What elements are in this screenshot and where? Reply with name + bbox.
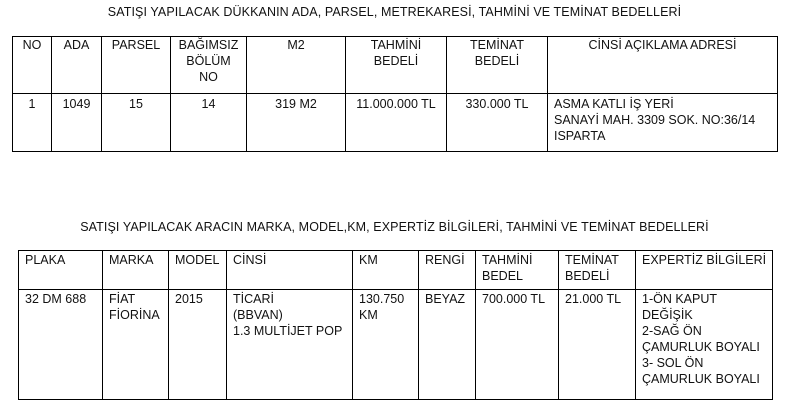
- vehicle-table: [18, 250, 773, 400]
- header-expertiz-bilgileri: EXPERTİZ BİLGİLERİ: [636, 251, 773, 290]
- cell-expertiz: 1-ÖN KAPUT DEĞİŞİK 2-SAĞ ÖN ÇAMURLUK BOYALI 3- SOL ÖN ÇAMURLUK BOYALI: [636, 290, 773, 400]
- shop-table: [12, 36, 778, 152]
- cell-cinsi: TİCARİ (BBVAN) 1.3 MULTİJET POP: [227, 290, 353, 400]
- header-km: KM: [353, 251, 419, 290]
- cell-ada: 1049: [52, 94, 102, 152]
- header-bagimsiz-bolum-no: BAĞIMSIZ BÖLÜM NO: [171, 37, 247, 94]
- cell-marka: FİAT FİORİNA: [103, 290, 169, 400]
- header-cinsi-aciklama-adresi: CİNSİ AÇIKLAMA ADRESİ: [548, 37, 778, 94]
- cell-km: 130.750 KM: [353, 290, 419, 400]
- cell-teminat: 330.000 TL: [447, 94, 548, 152]
- table-row: [13, 94, 778, 152]
- cell-renk: BEYAZ: [419, 290, 476, 400]
- table-row: [19, 290, 773, 400]
- header-parsel: PARSEL: [102, 37, 171, 94]
- header-teminat-bedeli: TEMİNAT BEDELİ: [447, 37, 548, 94]
- cell-adres: ASMA KATLI İŞ YERİ SANAYİ MAH. 3309 SOK. NO:36/14 ISPARTA: [548, 94, 778, 152]
- vehicle-table-header-row: [19, 251, 773, 290]
- cell-plaka: 32 DM 688: [19, 290, 103, 400]
- cell-parsel: 15: [102, 94, 171, 152]
- cell-tahmini: 700.000 TL: [476, 290, 559, 400]
- header-model: MODEL: [169, 251, 227, 290]
- header-no: NO: [13, 37, 52, 94]
- cell-no: 1: [13, 94, 52, 152]
- header-m2: M2: [247, 37, 346, 94]
- header-tahmini-bedeli: TAHMİNİ BEDELİ: [346, 37, 447, 94]
- shop-table-header-row: [13, 37, 778, 94]
- header-marka: MARKA: [103, 251, 169, 290]
- vehicle-section-title: SATIŞI YAPILACAK ARACIN MARKA, MODEL,KM, EXPERTİZ BİLGİLERİ, TAHMİNİ VE TEMİNAT BEDELLERİ: [80, 220, 709, 234]
- cell-m2: 319 M2: [247, 94, 346, 152]
- shop-section-title: SATIŞI YAPILACAK DÜKKANIN ADA, PARSEL, METREKARESİ, TAHMİNİ VE TEMİNAT BEDELLERİ: [107, 5, 682, 19]
- cell-model: 2015: [169, 290, 227, 400]
- cell-teminat: 21.000 TL: [559, 290, 636, 400]
- cell-bolum: 14: [171, 94, 247, 152]
- header-rengi: RENGİ: [419, 251, 476, 290]
- header-ada: ADA: [52, 37, 102, 94]
- header-plaka: PLAKA: [19, 251, 103, 290]
- header-tahmini-bedel: TAHMİNİ BEDEL: [476, 251, 559, 290]
- cell-tahmini: 11.000.000 TL: [346, 94, 447, 152]
- header-cinsi: CİNSİ: [227, 251, 353, 290]
- header-teminat-bedeli: TEMİNAT BEDELİ: [559, 251, 636, 290]
